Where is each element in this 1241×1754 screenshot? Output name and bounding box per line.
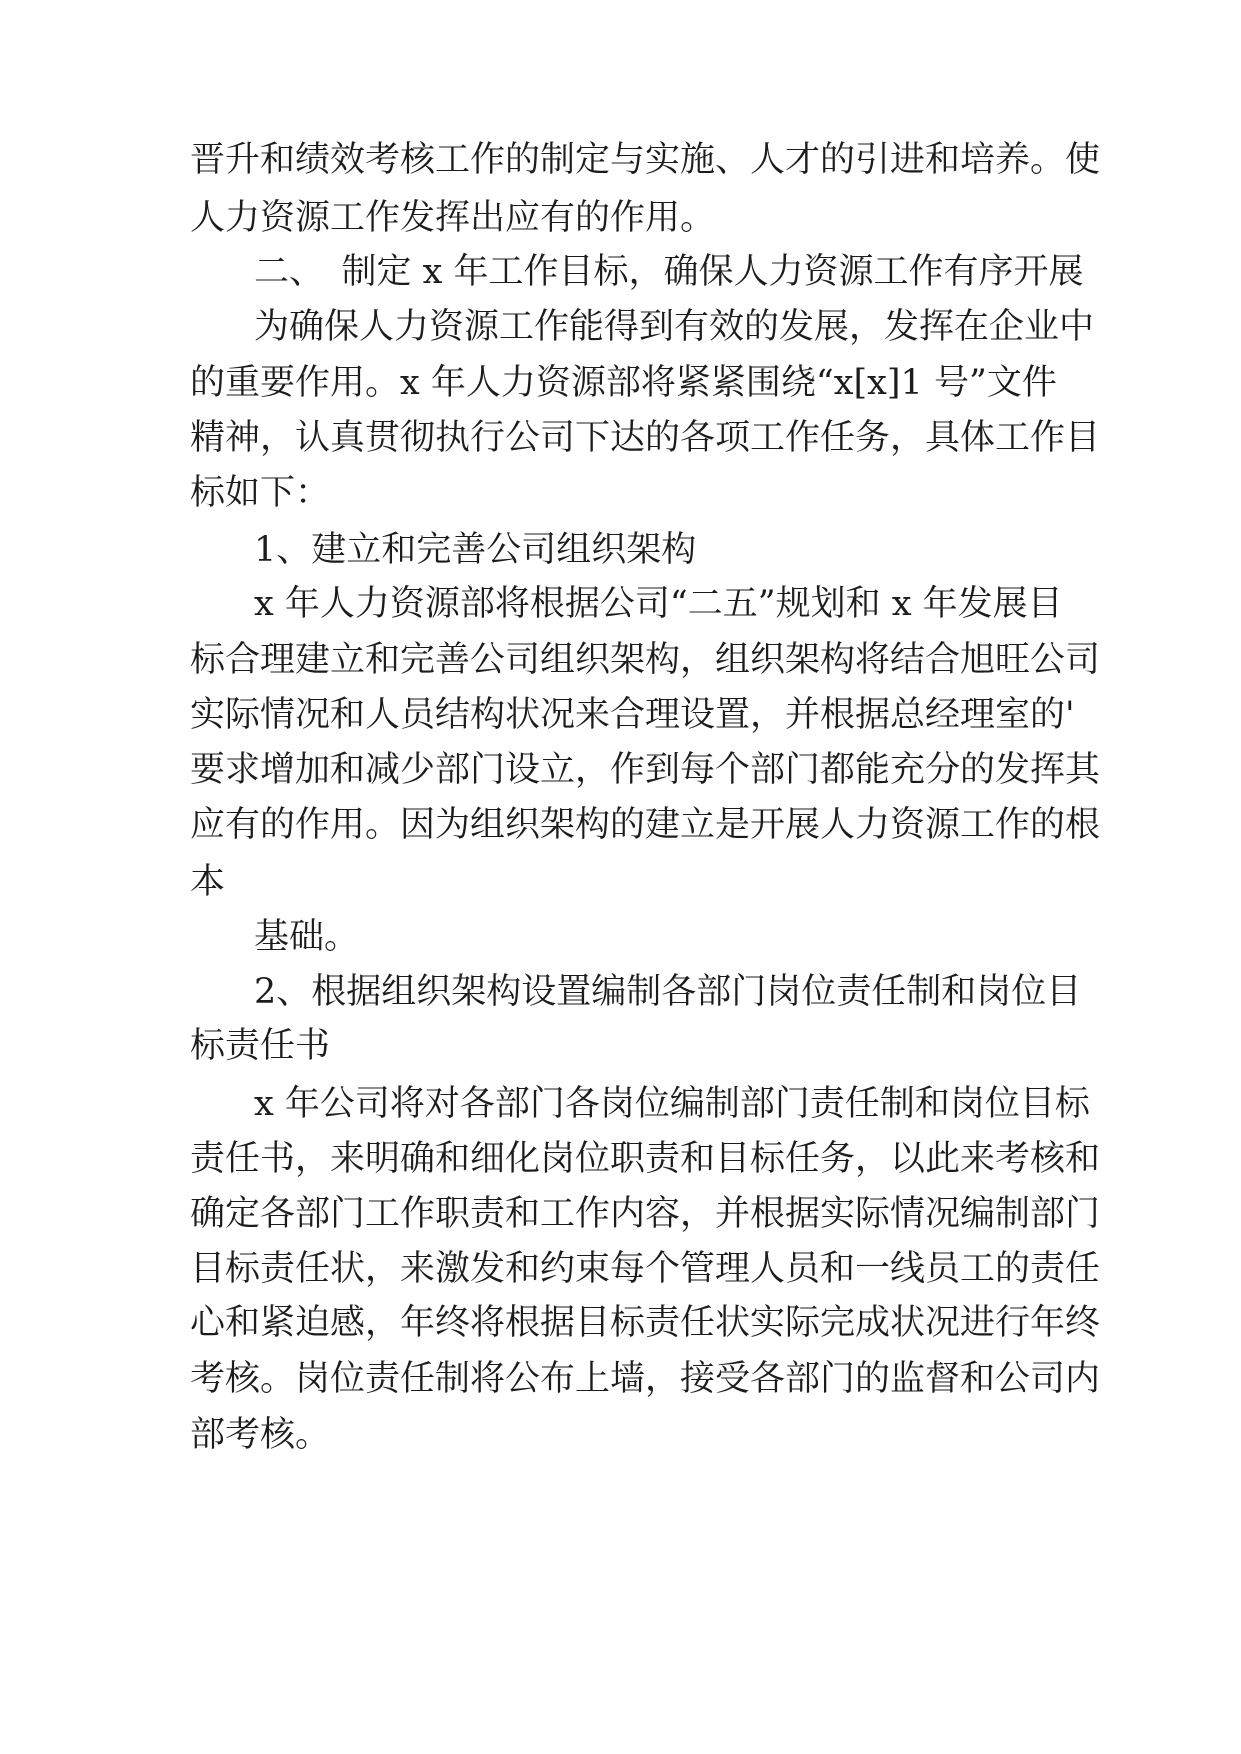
text-line: 本: [190, 862, 226, 902]
text-line: 部考核。: [190, 1415, 331, 1455]
text-line: 考核。岗位责任制将公布上墙，接受各部门的监督和公司内: [190, 1359, 1101, 1399]
text-line: 晋升和绩效考核工作的制定与实施、人才的引进和培养。使: [190, 140, 1101, 180]
text-line: 确定各部门工作职责和工作内容，并根据实际情况编制部门: [190, 1194, 1101, 1234]
text-line: 应有的作用。因为组织架构的建立是开展人力资源工作的根: [190, 805, 1101, 845]
text-line: 责任书，来明确和细化岗位职责和目标任务，以此来考核和: [190, 1139, 1101, 1179]
text-line: 心和紧迫感，年终将根据目标责任状实际完成状况进行年终: [190, 1303, 1101, 1343]
text-line: 实际情况和人员结构状况来合理设置，并根据总经理室的': [190, 695, 1075, 735]
text-line: 二、 制定 x 年工作目标，确保人力资源工作有序开展: [254, 252, 1084, 292]
text-line: x 年公司将对各部门各岗位编制部门责任制和岗位目标: [254, 1084, 1090, 1124]
text-line: 标如下：: [190, 473, 331, 513]
text-line: 目标责任状，来激发和约束每个管理人员和一线员工的责任: [190, 1249, 1101, 1289]
text-line: 标合理建立和完善公司组织架构，组织架构将结合旭旺公司: [190, 640, 1101, 680]
text-line: 基础。: [254, 917, 360, 957]
text-line: 2、根据组织架构设置编制各部门岗位责任制和岗位目: [254, 972, 1082, 1012]
text-line: 的重要作用。x 年人力资源部将紧紧围绕“x[x]1 号”文件: [190, 363, 1057, 403]
text-line: 精神，认真贯彻执行公司下达的各项工作任务，具体工作目: [190, 418, 1101, 458]
text-line: x 年人力资源部将根据公司“二五”规划和 x 年发展目: [254, 584, 1063, 624]
text-line: 人力资源工作发挥出应有的作用。: [190, 198, 716, 238]
text-line: 为确保人力资源工作能得到有效的发展，发挥在企业中: [254, 307, 1095, 347]
text-line: 要求增加和减少部门设立，作到每个部门都能充分的发挥其: [190, 750, 1101, 790]
text-line: 标责任书: [190, 1026, 331, 1066]
text-line: 1、建立和完善公司组织架构: [254, 530, 697, 570]
